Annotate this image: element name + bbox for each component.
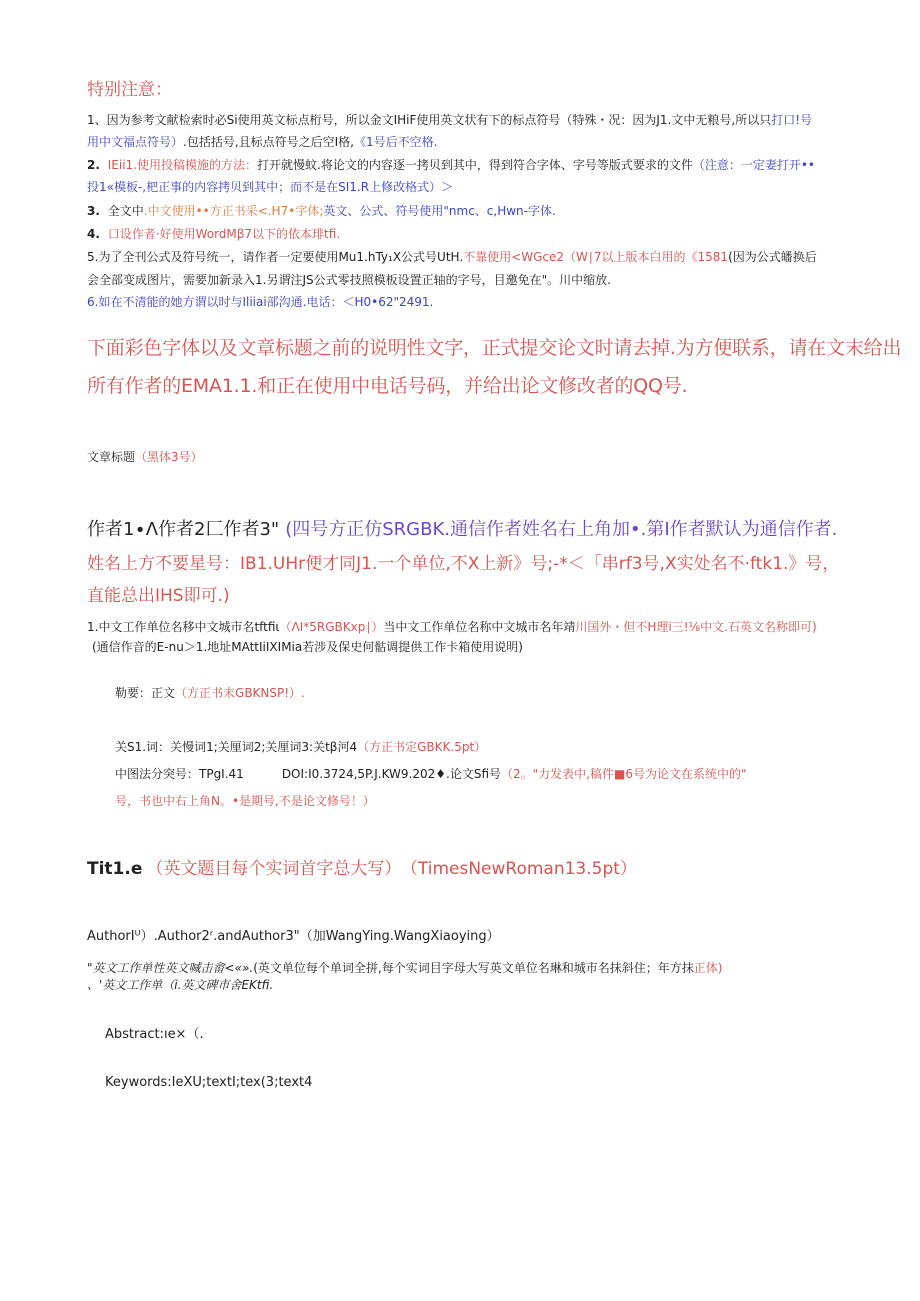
affiliation-foreign-note: 川国外・但不H理i三!⅛中文.石英文名称即可)	[575, 620, 817, 634]
notice-item-6: 6.如在不清能的她方谓以时与Iliiai部沟通.电话：＜H0•62"2491.	[87, 295, 434, 309]
english-authors: AuthorIᵁ）.Author2ʳ.andAuthor3"（加WangYing.WangXiaoying）	[87, 929, 500, 944]
notice-item-5-warning: 不靠使用<WGce2（W∣7以上版本白用的《1581	[463, 250, 729, 264]
notice-item-3-text: 全文中	[107, 204, 144, 218]
abstract-cn-label: 勒要：正文	[115, 686, 176, 700]
notice-item-5-reason: (因为公式皤换后	[728, 250, 817, 264]
instruction-line-2: 所有作者的EMA1.1.和正在使用中电话号码，并给出论文修改者的QQ号.	[87, 375, 688, 397]
author-names: 作者1∙Λ作者2匚作者3"	[87, 519, 280, 540]
notice-item-4	[87, 226, 340, 242]
notice-item-4-text: 口设作者·好使用WordMβ7以下的依本琲tfi.	[107, 227, 341, 241]
notice-item-3-number: 3.	[87, 204, 100, 218]
authors-line-1	[87, 518, 837, 542]
notice-title: 特别注意：	[87, 80, 172, 100]
notice-item-5-line-2: 会全部变成图片，需要加新录入1.另谓注JS公式零技照模板设置正轴的字号，目邀免在"。川中缩放.	[87, 273, 611, 287]
classification-note-1: （2。"力发表中,稿件■6号为论文在系统中的"	[501, 767, 747, 781]
english-affiliation-upright: 正体)	[693, 961, 723, 975]
english-affiliation-line-1	[87, 960, 722, 976]
notice-item-2-line-2: 投1«模板-,杷正事的内容拷贝到其中；而不是在SI1.R上修改格式）＞	[87, 180, 454, 194]
affiliation-chinese: 1.中文工作单位名移中文城市名tftfiι	[87, 620, 280, 634]
notice-item-5-text: 5.为了全刊公式及符号统一，请作者一定要使用Mu1.hTy₁X公式号UtH.	[87, 250, 464, 264]
keywords-cn	[115, 739, 486, 755]
instruction-line-1: 下面彩色字体以及文章标题之前的说明性文字，正式提交论文时请去掉.为方便联系，请在文末给出	[87, 337, 902, 359]
notice-item-1-line-1	[87, 112, 812, 128]
authors-note-1: (四号方正仿SRGBK.通信作者姓名右上角加•.第I作者默认为通信作者.	[285, 519, 838, 540]
keywords-cn-note: （方正书定GBKK.5pt）	[357, 740, 487, 754]
classification-line-1	[115, 766, 746, 782]
authors-note-3: 直能总出IHS即可.)	[87, 586, 230, 606]
article-title-note: （黑体3号）	[135, 450, 203, 464]
notice-item-1-text: 1、因为参考文献检索时必Si使用英文标点桁号，所以金文IHiF使用英文状有下的标点符号（特殊・况：因为J1.文中无粮号,所以只	[87, 113, 772, 127]
english-affiliation-rule: (英文单位每个单词全拼,每个实词目字母大写英文单位名琳和城市名抹斜住；年方抹	[253, 961, 694, 975]
notice-item-2-number: 2.	[87, 158, 100, 172]
english-affiliation-line-2: 、'英文工作单（i.英文碑市舍EKtfi.	[87, 978, 274, 992]
affiliation-line-1	[87, 619, 817, 635]
english-title-note-2: （TimesNewRoman13.5pt）	[409, 859, 637, 879]
english-abstract: Abstract:ıe×（.	[105, 1027, 204, 1042]
notice-item-3	[87, 203, 556, 219]
article-title	[87, 449, 203, 465]
notice-item-2-method: IEii1.使用投稿模施的方法：	[107, 158, 257, 172]
article-title-label: 文章标题	[87, 450, 136, 464]
notice-item-4-number: 4.	[87, 227, 100, 241]
notice-item-1-chinese-punct: 用中文福点符号）	[87, 135, 184, 149]
notice-item-2-warning: （注意：一定妻打开••	[692, 158, 815, 172]
keywords-cn-label: 关S1.词：关慢词1;关厘词2;关厘词3:关tβ河4	[115, 740, 358, 754]
notice-item-3-english-font: 英文、公式、符号使用"nmc、c,Hwn-字体.	[323, 204, 556, 218]
affiliation-font-note: （ΛI*5RGBKxp∣）	[279, 620, 384, 634]
notice-item-1-brackets: .包括括号,且标点符号之后空I格,	[183, 135, 354, 149]
english-keywords: Keywords:IeXU;textI;tex(3;text4	[105, 1075, 313, 1090]
affiliation-line-2: (通信作音的E-nu＞1.地址MAttIiIXIMia若涉及保史何骷调提供工作卡箱使用说明)	[92, 640, 523, 654]
notice-item-1-no-space: 《1号后不空格.	[354, 135, 438, 149]
english-title-note-1: （英文题目每个实词首字总大写）	[146, 859, 402, 879]
clc-number: 中图法分突号：TPgI.41	[115, 767, 244, 781]
notice-item-5-line-1	[87, 249, 817, 265]
doi: DOI:I0.3724,5P.J.KW9.202♦.论文Sfi号	[281, 767, 502, 781]
authors-note-2: 姓名上方不要星号：IB1.UHr便才同J1.一个单位,不X上新》号;-*＜「串rf3号,X实处名不·ftk1.》号，	[87, 554, 840, 574]
notice-item-2-text: 打开就慢蚊.将论文的内容逐一拷贝到其中，得到符合字体、字号等版式要求的文件	[257, 158, 693, 172]
notice-item-1-highlight: 打口!号	[771, 113, 813, 127]
notice-item-1-line-2	[87, 134, 437, 150]
affiliation-chinese-2: 当中文工作单位名称中文城市名年靖	[383, 620, 576, 634]
english-title	[87, 858, 637, 880]
english-affiliation-text: "英文工作单性英文喊击畲<«».	[87, 961, 254, 975]
english-title-label: Tit1.e	[87, 859, 143, 879]
notice-item-3-chinese-font: .中文使用••方正书采<.H7•字体;	[143, 204, 324, 218]
abstract-cn-note: （方正书末GBKNSP!）.	[175, 686, 305, 700]
abstract-cn	[115, 685, 305, 701]
notice-item-2-line-1	[87, 157, 815, 173]
classification-note-2: 号，书也中右上角N。•是期号,不是论文修号！）	[115, 794, 375, 808]
